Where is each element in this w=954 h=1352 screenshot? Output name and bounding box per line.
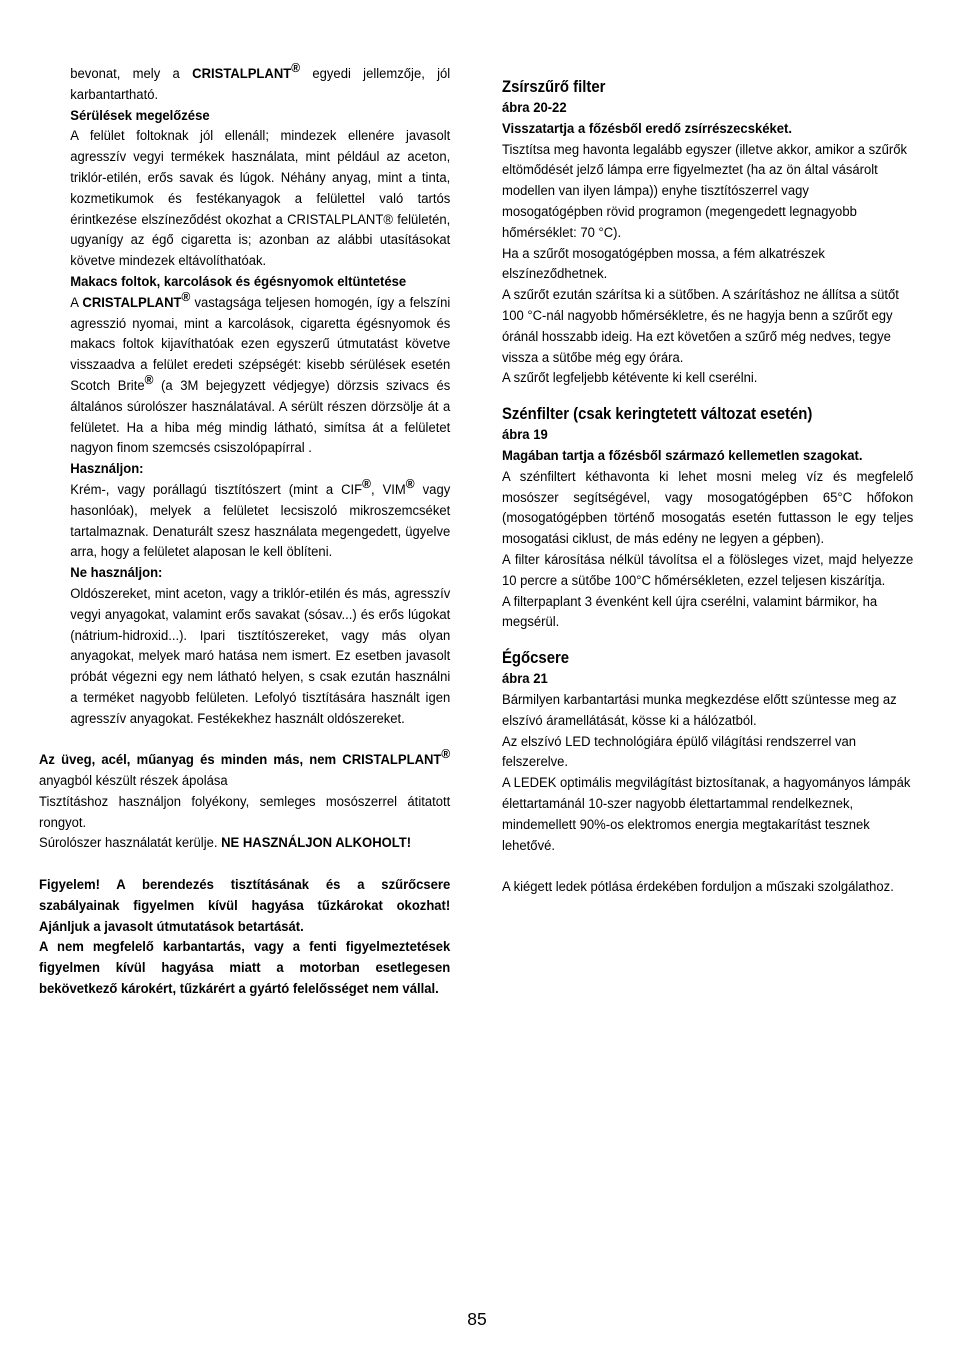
- grease-filter-p4: A szűrőt legfeljebb kétévente ki kell cserélni.: [502, 370, 758, 387]
- other-materials-paragraph: Tisztításhoz használjon folyékony, semleges mosószerrel átitatott rongyot.: [39, 793, 451, 831]
- grease-filter-p2: Ha a szűrőt mosogatógépben mossa, a fém alkatrészek elszíneződhetnek.: [502, 245, 825, 283]
- carbon-filter-p1: A szénfiltert kéthavonta ki lehet mosni meleg víz és megfelelő mosószer segítségével, vagy mosogatógépben 65°C hőfokon (mosogatógépben történő mosogatás esetén futtasson le egy teljes mosogatási ciklust, de más edény ne legyen a gépben).: [502, 468, 914, 548]
- dont-use-paragraph: Oldószereket, mint aceton, vagy a triklór-etilén és más, agresszív vegyi anyagokat, valamint erős savakat (sósav...) és erős lúgokat (nátrium-hidroxid...). Ipari tisztítószereket, vagy más olyan anyagokat, melyek maró hatása nem ismert. Ez esetben javasolt próbát végezni egy nem látható helyen, s csak ezután használni a terméket nagyobb felületen. Lefolyó tisztítására használt igen agresszív anyagokat. Festékekhez használt oldószereket.: [70, 585, 451, 727]
- carbon-filter-p2: A filter károsítása nélkül távolítsa el a fölösleges vizet, majd helyezze 10 percre a sütőbe 100°C hőmérsékleten, ezzel teljesen kiszárítja.: [502, 551, 914, 589]
- bulb-change-title: Égőcsere: [502, 649, 570, 668]
- grease-filter-p3: A szűrőt ezután szárítsa ki a sütőben. A szárításhoz ne állítsa a sütőt 100 °C-nál nagyobb hőmérsékletre, és ne hagyja benn a szűrőt egy óránál hosszabb ideig. Ha ezt követően a szűrő még nedves, tegye vissza a sütőbe még egy órára.: [502, 287, 899, 366]
- grease-filter-subtitle: Visszatartja a főzésből eredő zsírrészecskéket.: [502, 120, 792, 137]
- use-heading: Használjon:: [70, 461, 144, 478]
- carbon-filter-title: Szénfilter (csak keringtetett változat esetén): [502, 405, 813, 424]
- bulb-change-p1: Bármilyen karbantartási munka megkezdése előtt szüntesse meg az elszívó áramellátását, kösse ki a hálózatból.: [502, 691, 897, 729]
- bulb-change-p3: A LEDEK optimális megvilágítást biztosítanak, a hagyományos lámpák élettartamánál 10-szer nagyobb élettartammal rendelkeznek, mindemellett 90%-os elektromos energia megtakarítást tesznek lehetővé.: [502, 775, 911, 854]
- carbon-filter-figure: ábra 19: [502, 427, 548, 444]
- warning-liability: A nem megfelelő karbantartás, vagy a fenti figyelmeztetések figyelmen kívül hagyása miatt a motorban esetlegesen bekövetkező károkért, tűzkárért a gyártó felelősséget nem vállal.: [39, 939, 451, 998]
- damage-heading: Sérülések megelőzése: [70, 107, 210, 124]
- other-materials-heading: Az üveg, acél, műanyag és minden más, nem CRISTALPLANT® anyagból készült részek ápolása: [39, 746, 451, 790]
- carbon-filter-p3: A filterpaplant 3 évenként kell újra cserélni, valamint bármikor, ha megsérül.: [502, 593, 878, 631]
- grease-filter-p1: Tisztítsa meg havonta legalább egyszer (illetve akkor, amikor a szűrők eltömődését jelző lámpa erre figyelmeztet (ha az ön által vásárolt modellen van ilyen lámpa)) enyhe tisztítószerrel vagy mosogatógépben rövid programon (megengedett legnagyobb hőmérséklet: 70 °C).: [502, 141, 908, 241]
- bulb-change-p2: Az elszívó LED technológiára épülő világítási rendszerrel van felszerelve.: [502, 733, 857, 771]
- dont-use-heading: Ne használjon:: [70, 565, 163, 582]
- page-number: 85: [467, 1309, 487, 1329]
- intro-paragraph: bevonat, mely a CRISTALPLANT® egyedi jellemzője, jól karbantartható.: [70, 60, 451, 103]
- cristalplant-care-section: [39, 60, 451, 730]
- no-alcohol-paragraph: Súrolószer használatát kerülje. NE HASZNÁLJON ALKOHOLT!: [39, 835, 412, 852]
- damage-paragraph: A felület foltoknak jól ellenáll; mindezek ellenére javasolt agresszív vegyi termékek használata, mint például az aceton, triklór-etilén, erős savak és lúgok. Néhány anyag, mint a tinta, kozmetikumok és festékanyagok a felülettel való tartós érintkezése elszíneződést okozhat a CRISTALPLANT® felületén, ugyanígy az égő cigaretta is; azonban az alábbi utasításokat követve mindezek eltávolíthatóak.: [70, 128, 451, 270]
- warning-fire: Figyelem! A berendezés tisztításának és a szűrőcsere szabályainak figyelmen kívül hagyása tűzkárokat okozhat! Ajánljuk a javasolt útmutatások betartását.: [39, 877, 451, 935]
- stains-paragraph: A CRISTALPLANT® vastagsága teljesen homogén, így a felszíni agresszió nyomai, mint a karcolások, cigaretta égésnyomok és makacs foltok kijavíthatóak ezen egyszerű útmutatást követve visszaadva a felület eredeti szépségét: kisebb sérülések esetén Scotch Brite® (a 3M bejegyzett védjegye) dörzsis szivacs és általános súrolószer használatával. A sérült részen dörzsölje át a felületet. Ha a hiba még mindig látható, simítsa át a felületet nagyon finom szemcsés csiszolópapírral .: [70, 288, 451, 457]
- carbon-filter-subtitle: Magában tartja a főzésből származó kellemetlen szagokat.: [502, 447, 863, 464]
- left-column: [39, 60, 451, 1000]
- grease-filter-figure: ábra 20-22: [502, 100, 567, 116]
- right-column: [502, 64, 913, 898]
- bulb-change-figure: ábra 21: [502, 671, 548, 688]
- stains-heading: Makacs foltok, karcolások és égésnyomok eltüntetése: [70, 273, 407, 290]
- use-paragraph: Krém-, vagy porállagú tisztítószert (mint a CIF®, VIM® vagy hasonlóak), melyek a felületet lecsiszoló mikroszemcséket tartalmaznak. Denaturált szesz használata megengedett, ügyelve arra, hogy a felületet alaposan le kell öblíteni.: [70, 475, 451, 561]
- bulb-change-p4: A kiégett ledek pótlása érdekében forduljon a műszaki szolgálathoz.: [502, 879, 894, 896]
- grease-filter-title: Zsírszűrő filter: [502, 78, 606, 96]
